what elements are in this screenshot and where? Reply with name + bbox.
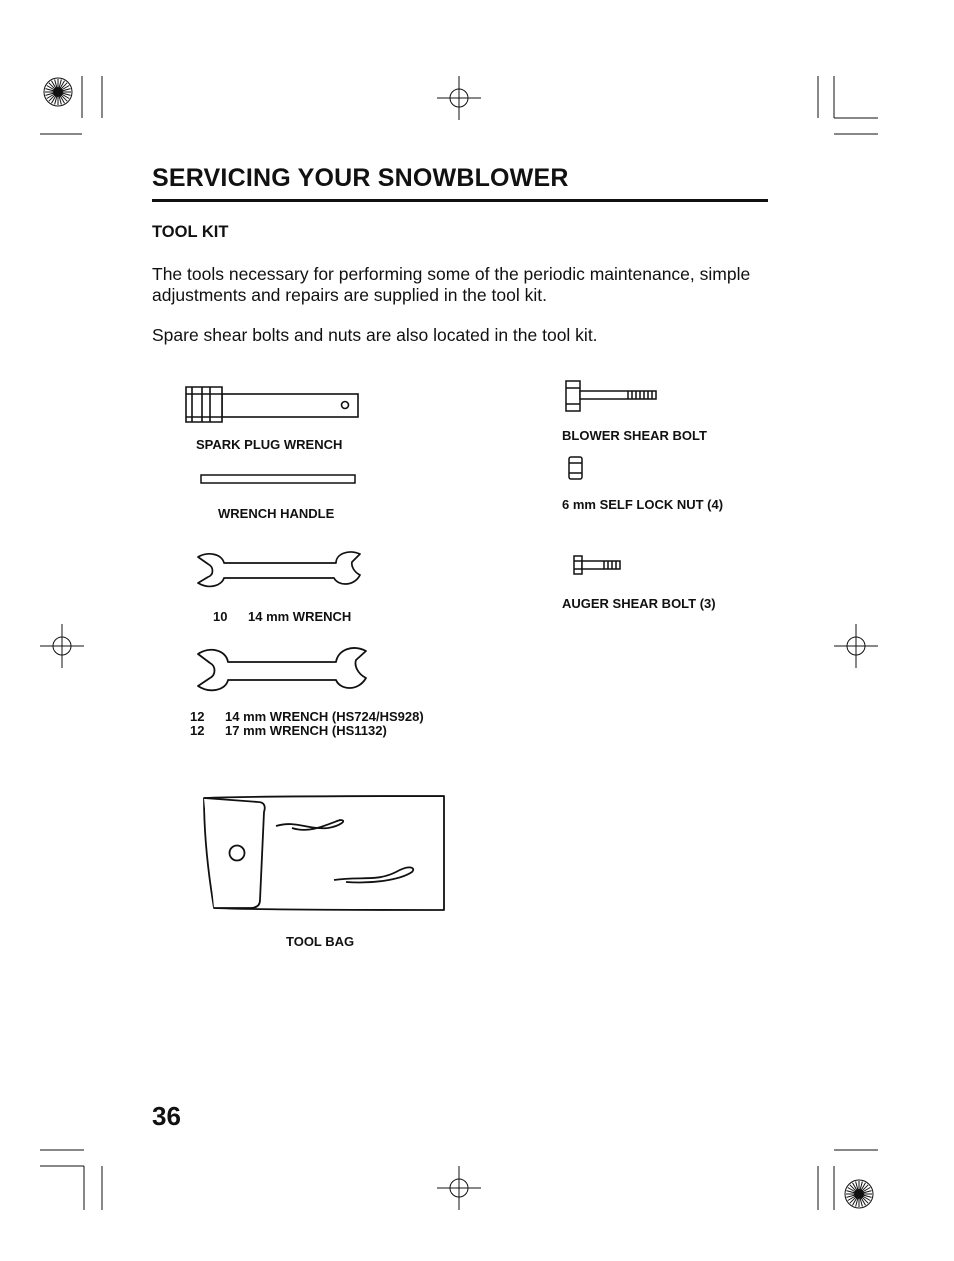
large-wrench-label-1 — [190, 709, 424, 724]
spare-parts-paragraph: Spare shear bolts and nuts are also located in the tool kit. — [152, 325, 598, 345]
spark-plug-wrench-illustration — [180, 382, 365, 422]
large-wrench-size-1: 12 — [190, 709, 205, 724]
blower-shear-bolt-label: BLOWER SHEAR BOLT — [562, 428, 707, 443]
large-wrench-name-2: 17 mm WRENCH (HS1132) — [225, 723, 387, 738]
large-wrench-name-1: 14 mm WRENCH (HS724/HS928) — [225, 709, 424, 724]
small-wrench-illustration — [194, 550, 369, 590]
spark-plug-wrench-label: SPARK PLUG WRENCH — [196, 437, 343, 452]
large-wrench-size-2: 12 — [190, 723, 205, 738]
auger-shear-bolt-label: AUGER SHEAR BOLT (3) — [562, 596, 716, 611]
section-heading: TOOL KIT — [152, 223, 229, 241]
small-wrench-size: 10 — [213, 609, 228, 624]
intro-paragraph: The tools necessary for performing some of the periodic maintenance, simple adjustments and repairs are supplied in the tool kit. — [152, 264, 751, 305]
blower-shear-bolt-illustration — [562, 378, 660, 414]
page-number: 36 — [152, 1101, 181, 1131]
auger-shear-bolt-illustration — [572, 554, 626, 576]
self-lock-nut-illustration — [566, 454, 586, 482]
page-title: SERVICING YOUR SNOWBLOWER — [152, 164, 569, 192]
wrench-handle-label: WRENCH HANDLE — [218, 506, 335, 521]
tool-bag-illustration — [200, 792, 450, 916]
large-wrench-illustration — [192, 646, 374, 694]
title-rule — [152, 199, 768, 202]
small-wrench-name: 14 mm WRENCH — [248, 609, 352, 624]
self-lock-nut-label: 6 mm SELF LOCK NUT (4) — [562, 497, 724, 512]
small-wrench-label — [213, 609, 351, 624]
tool-bag-label: TOOL BAG — [286, 934, 355, 949]
wrench-handle-illustration — [200, 474, 358, 486]
large-wrench-label-2 — [190, 723, 387, 738]
